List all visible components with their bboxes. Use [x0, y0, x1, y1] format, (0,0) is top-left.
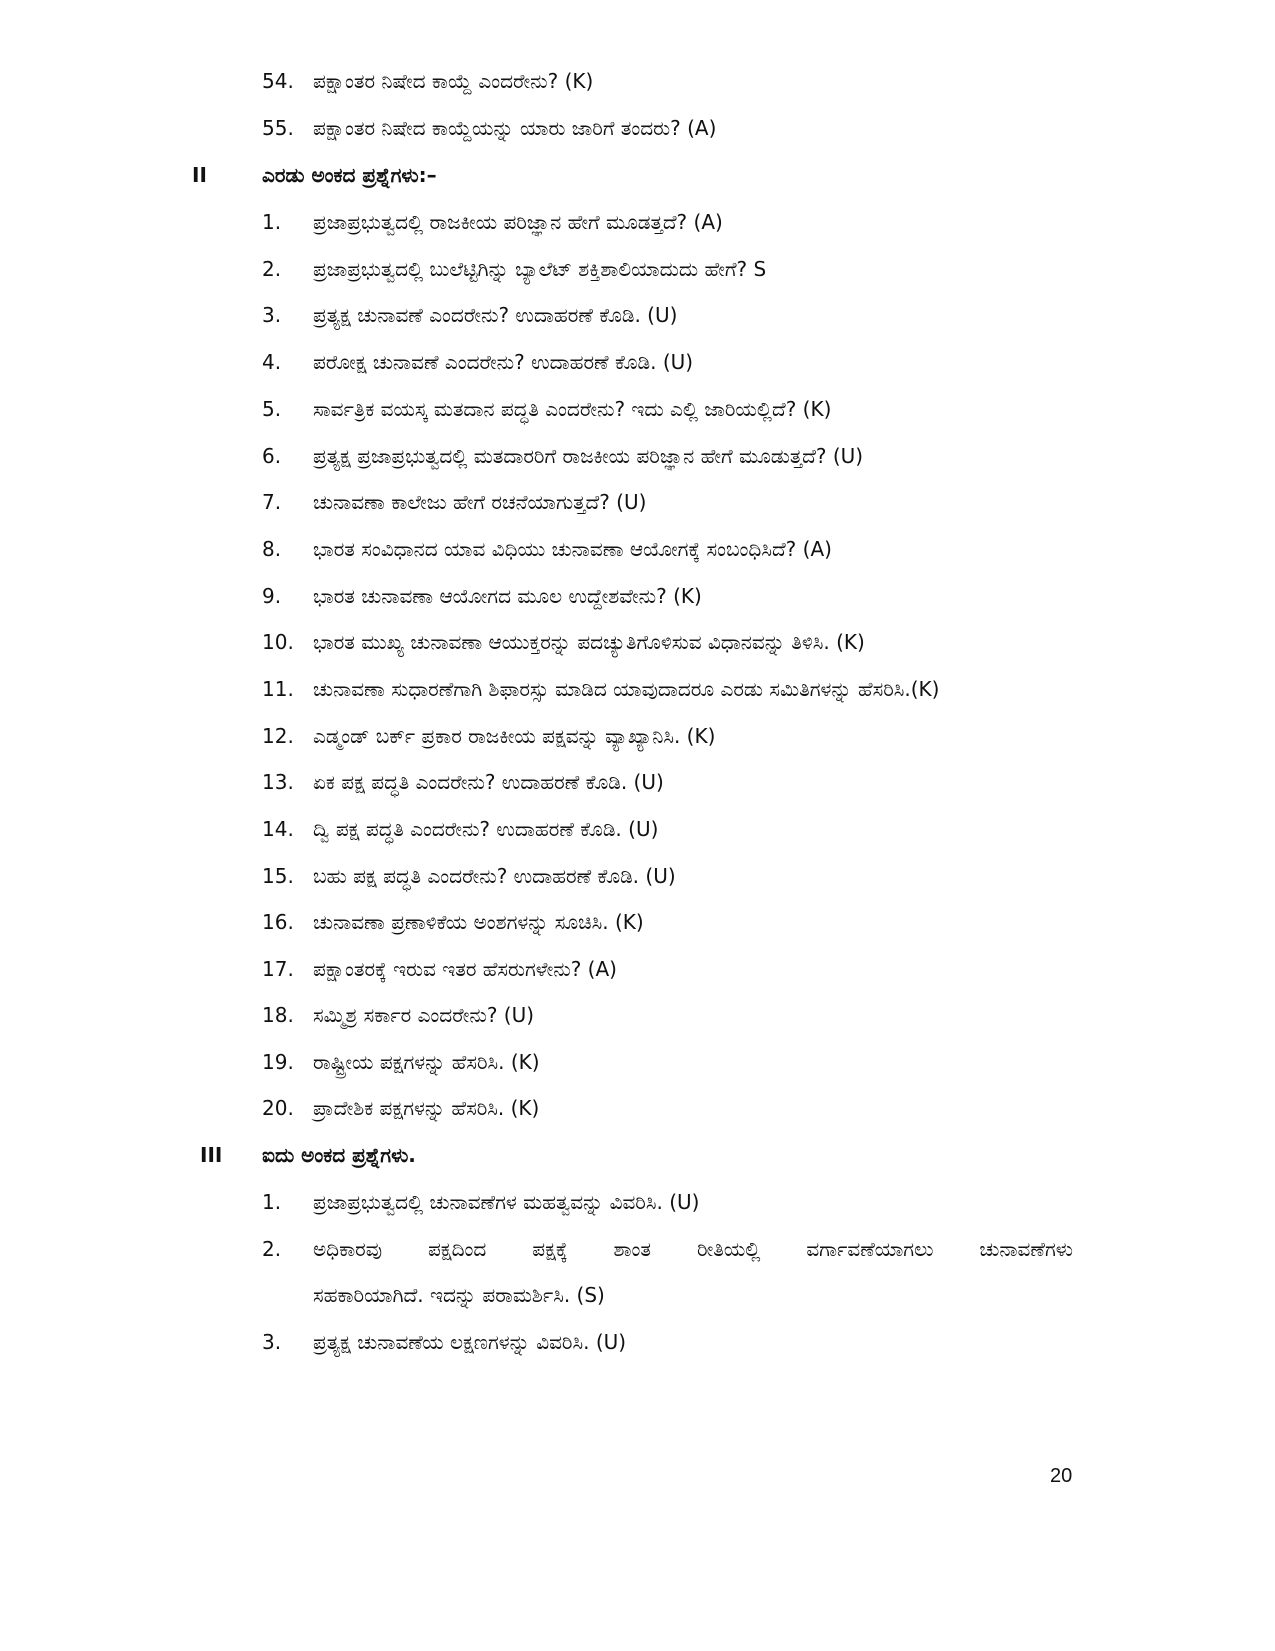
- question-text: ಬಹು ಪಕ್ಷ ಪದ್ಧತಿ ಎಂದರೇನು? ಉದಾಹರಣೆ ಕೊಡಿ. (U): [313, 864, 676, 888]
- question-item: [0, 809, 1275, 849]
- question-text: ರಾಷ್ಟ್ರೀಯ ಪಕ್ಷಗಳನ್ನು ಹೆಸರಿಸಿ. (K): [313, 1050, 540, 1074]
- question-number: 16.: [262, 910, 294, 934]
- question-item: [0, 762, 1275, 802]
- question-item: [0, 856, 1275, 896]
- question-item: [0, 1322, 1275, 1362]
- question-text: ಪರೋಕ್ಷ ಚುನಾವಣೆ ಎಂದರೇನು? ಉದಾಹರಣೆ ಕೊಡಿ. (U): [313, 350, 694, 374]
- question-number: 55.: [262, 116, 294, 140]
- question-number: 18.: [262, 1003, 294, 1027]
- page-number: 20: [1050, 1465, 1073, 1487]
- question-number: 1.: [262, 1190, 282, 1214]
- question-item: [0, 342, 1275, 382]
- question-text: ಸಮ್ಮಿಶ್ರ ಸರ್ಕಾರ ಎಂದರೇನು? (U): [313, 1003, 535, 1027]
- question-text: ಪ್ರಾದೇಶಿಕ ಪಕ್ಷಗಳನ್ನು ಹೆಸರಿಸಿ. (K): [313, 1096, 540, 1120]
- question-text: ಸಹಕಾರಿಯಾಗಿದೆ. ಇದನ್ನು ಪರಾಮರ್ಶಿಸಿ. (S): [313, 1283, 605, 1307]
- question-item: [0, 529, 1275, 569]
- question-text: ಭಾರತ ಮುಖ್ಯ ಚುನಾವಣಾ ಆಯುಕ್ತರನ್ನು ಪದಚ್ಯುತಿಗೊಳಿಸುವ ವಿಧಾನವನ್ನು ತಿಳಿಸಿ. (K): [313, 630, 865, 654]
- question-text: ಭಾರತ ಸಂವಿಧಾನದ ಯಾವ ವಿಧಿಯು ಚುನಾವಣಾ ಆಯೋಗಕ್ಕೆ ಸಂಬಂಧಿಸಿದೆ? (A): [313, 537, 832, 561]
- question-number: 13.: [262, 770, 294, 794]
- question-text: ಅಧಿಕಾರವು ಪಕ್ಷದಿಂದ ಪಕ್ಷಕ್ಕೆ ಶಾಂತ ರೀತಿಯಲ್ಲಿ ವರ್ಗಾವಣೆಯಾಗಲು ಚುನಾವಣೆಗಳು: [313, 1237, 1073, 1261]
- question-item: [0, 1182, 1275, 1222]
- question-text: ಪಕ್ಷಾಂತರಕ್ಕೆ ಇರುವ ಇತರ ಹೆಸರುಗಳೇನು? (A): [313, 957, 617, 981]
- question-number: 17.: [262, 957, 294, 981]
- question-item: [0, 1229, 1275, 1269]
- question-item: [0, 716, 1275, 756]
- question-text: ಪಕ್ಷಾಂತರ ನಿಷೇದ ಕಾಯ್ದೆ ಎಂದರೇನು? (K): [313, 69, 594, 93]
- question-number: 3.: [262, 1330, 282, 1354]
- question-item: [0, 902, 1275, 942]
- question-text: ಪ್ರಜಾಪ್ರಭುತ್ವದಲ್ಲಿ ಚುನಾವಣೆಗಳ ಮಹತ್ವವನ್ನು ವಿವರಿಸಿ. (U): [313, 1190, 700, 1214]
- question-text: ಪ್ರಜಾಪ್ರಭುತ್ವದಲ್ಲಿ ಬುಲೆಟ್ಟಿಗಿನ್ನು ಬ್ಯಾಲೆಟ್ ಶಕ್ತಿಶಾಲಿಯಾದುದು ಹೇಗೆ? S: [313, 257, 767, 281]
- question-number: 9.: [262, 584, 282, 608]
- question-text: ಪ್ರಜಾಪ್ರಭುತ್ವದಲ್ಲಿ ರಾಜಕೀಯ ಪರಿಜ್ಞಾನ ಹೇಗೆ ಮೂಡತ್ತದೆ? (A): [313, 210, 723, 234]
- section-heading: [0, 155, 1275, 195]
- question-item: [0, 295, 1275, 335]
- question-number: 14.: [262, 817, 294, 841]
- question-number: 20.: [262, 1096, 294, 1120]
- question-item-continuation: [0, 1275, 1275, 1315]
- question-number: 2.: [262, 1237, 282, 1261]
- question-item: [0, 995, 1275, 1035]
- question-number: 19.: [262, 1050, 294, 1074]
- section-title: ಎರಡು ಅಂಕದ ಪ್ರಶ್ನೆಗಳು:–: [262, 163, 437, 187]
- question-number: 10.: [262, 630, 294, 654]
- section-numeral: III: [200, 1143, 223, 1167]
- question-item: [0, 576, 1275, 616]
- question-number: 5.: [262, 397, 282, 421]
- question-text: ಪ್ರತ್ಯಕ್ಷ ಪ್ರಜಾಪ್ರಭುತ್ವದಲ್ಲಿ ಮತದಾರರಿಗೆ ರಾಜಕೀಯ ಪರಿಜ್ಞಾನ ಹೇಗೆ ಮೂಡುತ್ತದೆ? (U): [313, 444, 864, 468]
- section-heading: [0, 1135, 1275, 1175]
- question-text: ಪ್ರತ್ಯಕ್ಷ ಚುನಾವಣೆಯ ಲಕ್ಷಣಗಳನ್ನು ವಿವರಿಸಿ. (U): [313, 1330, 627, 1354]
- question-item: [0, 1088, 1275, 1128]
- question-number: 15.: [262, 864, 294, 888]
- question-item: [0, 669, 1275, 709]
- question-number: 6.: [262, 444, 282, 468]
- question-item: [0, 949, 1275, 989]
- question-text: ಚುನಾವಣಾ ಕಾಲೇಜು ಹೇಗೆ ರಚನೆಯಾಗುತ್ತದೆ? (U): [313, 490, 647, 514]
- question-number: 1.: [262, 210, 282, 234]
- question-item: [0, 436, 1275, 476]
- question-number: 3.: [262, 303, 282, 327]
- question-text: ದ್ವಿ ಪಕ್ಷ ಪದ್ಧತಿ ಎಂದರೇನು? ಉದಾಹರಣೆ ಕೊಡಿ. (U): [313, 817, 659, 841]
- question-number: 11.: [262, 677, 294, 701]
- question-text: ಪ್ರತ್ಯಕ್ಷ ಚುನಾವಣೆ ಎಂದರೇನು? ಉದಾಹರಣೆ ಕೊಡಿ. (U): [313, 303, 678, 327]
- question-text: ಚುನಾವಣಾ ಪ್ರಣಾಳಿಕೆಯ ಅಂಶಗಳನ್ನು ಸೂಚಿಸಿ. (K): [313, 910, 644, 934]
- question-item: [0, 622, 1275, 662]
- question-text: ಏಕ ಪಕ್ಷ ಪದ್ಧತಿ ಎಂದರೇನು? ಉದಾಹರಣೆ ಕೊಡಿ. (U): [313, 770, 664, 794]
- question-item: [0, 482, 1275, 522]
- question-number: 54.: [262, 69, 294, 93]
- question-number: 12.: [262, 724, 294, 748]
- section-numeral: II: [192, 163, 207, 187]
- question-number: 7.: [262, 490, 282, 514]
- question-number: 8.: [262, 537, 282, 561]
- question-item: [0, 1042, 1275, 1082]
- question-text: ಭಾರತ ಚುನಾವಣಾ ಆಯೋಗದ ಮೂಲ ಉದ್ದೇಶವೇನು? (K): [313, 584, 702, 608]
- question-text: ಎಡ್ಮಂಡ್ ಬರ್ಕ್ ಪ್ರಕಾರ ರಾಜಕೀಯ ಪಕ್ಷವನ್ನು ವ್ಯಾಖ್ಯಾನಿಸಿ. (K): [313, 724, 716, 748]
- question-item: [0, 249, 1275, 289]
- question-item: [0, 108, 1275, 148]
- question-text: ಸಾರ್ವತ್ರಿಕ ವಯಸ್ಕ ಮತದಾನ ಪದ್ಧತಿ ಎಂದರೇನು? ಇದು ಎಲ್ಲಿ ಜಾರಿಯಲ್ಲಿದೆ? (K): [313, 397, 832, 421]
- section-title: ಐದು ಅಂಕದ ಪ್ರಶ್ನೆಗಳು.: [262, 1143, 416, 1167]
- question-text: ಚುನಾವಣಾ ಸುಧಾರಣೆಗಾಗಿ ಶಿಫಾರಸ್ಸು ಮಾಡಿದ ಯಾವುದಾದರೂ ಎರಡು ಸಮಿತಿಗಳನ್ನು ಹೆಸರಿಸಿ.(K): [313, 677, 940, 701]
- question-item: [0, 389, 1275, 429]
- question-text: ಪಕ್ಷಾಂತರ ನಿಷೇದ ಕಾಯ್ದೆಯನ್ನು ಯಾರು ಜಾರಿಗೆ ತಂದರು? (A): [313, 116, 717, 140]
- question-item: [0, 202, 1275, 242]
- question-number: 2.: [262, 257, 282, 281]
- question-item: [0, 61, 1275, 101]
- question-number: 4.: [262, 350, 282, 374]
